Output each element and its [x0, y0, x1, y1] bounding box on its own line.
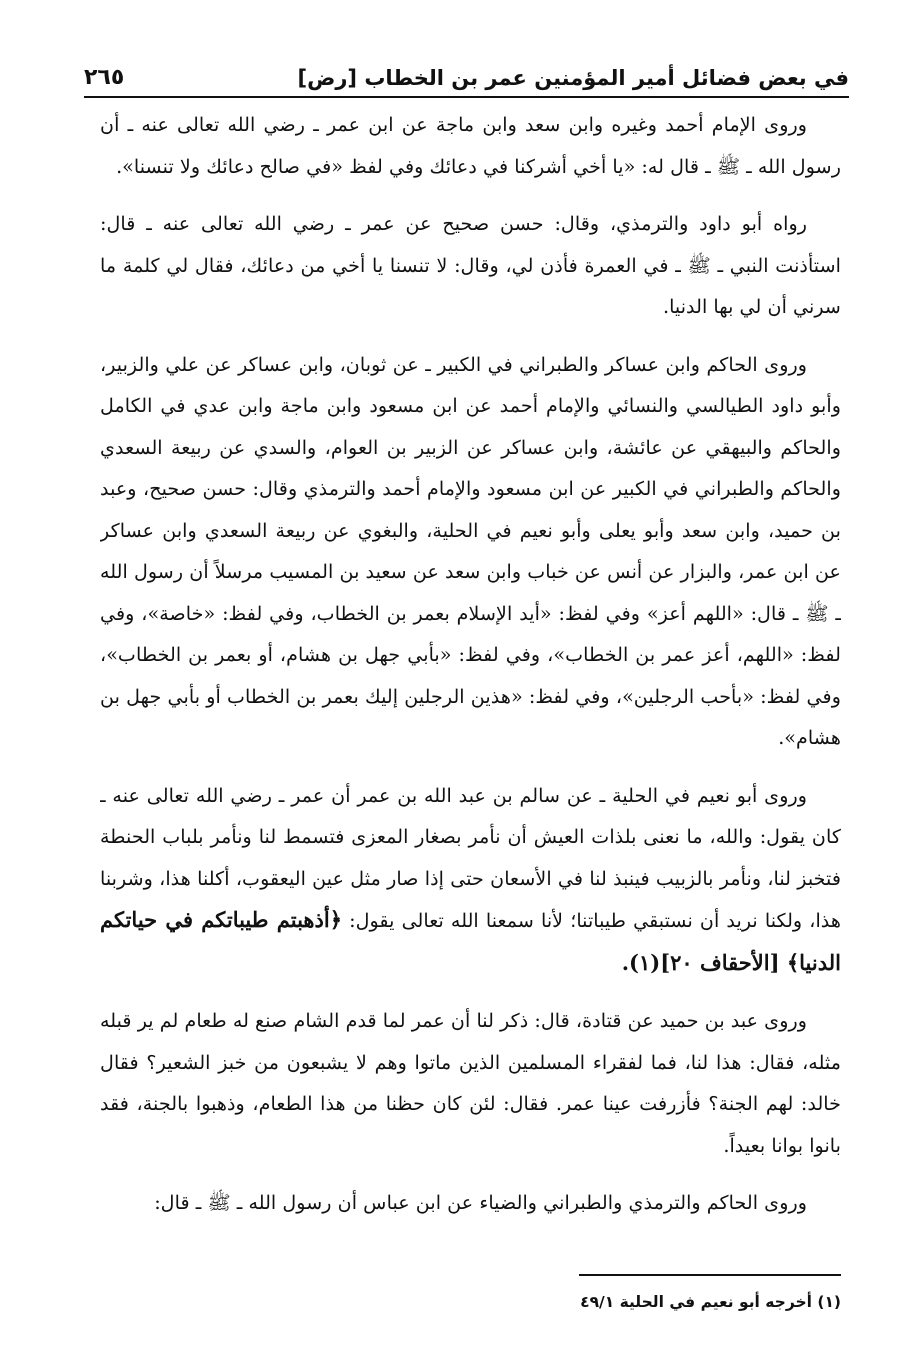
running-title: في بعض فضائل أمير المؤمنين عمر بن الخطاب [رض] — [297, 66, 849, 90]
paragraph-6 — [100, 1182, 841, 1224]
footnote-divider — [579, 1274, 841, 1276]
paragraph-2 — [100, 203, 841, 328]
page-header — [84, 54, 849, 98]
body-text — [100, 104, 841, 1254]
paragraph-text: وروى الحاكم والترمذي والطبراني والضياء عن ابن عباس أن رسول الله ـ ﷺ ـ قال: — [154, 1191, 807, 1214]
paragraph-text: رواه أبو داود والترمذي، وقال: حسن صحيح عن عمر ـ رضي الله تعالى عنه ـ قال: استأذنت النبي ـ ﷺ ـ في العمرة فأذن لي، وقال: لا تنسنا يا أخي من دعائك، فقال لي كلمة ما سرني أن لي بها الدنيا. — [100, 212, 841, 318]
paragraph-text: وروى الإمام أحمد وغيره وابن سعد وابن ماجة عن ابن عمر ـ رضي الله تعالى عنه ـ أن رسول الله ـ ﷺ ـ قال له: «يا أخي أشركنا في دعائك وفي لفظ «في صالح دعائك ولا تنسنا». — [100, 113, 841, 178]
footnote: (١) أخرجه أبو نعيم في الحلية ٤٩/١ — [580, 1293, 841, 1311]
paragraph-text: وروى أبو نعيم في الحلية ـ عن سالم بن عبد الله بن عمر أن عمر ـ رضي الله تعالى عنه ـ كان يقول: والله، ما نعنى بلذات العيش أن نأمر بصغار المعزى فتسمط لنا ونأمر بلباب الحنطة فتخبز لنا، ونأمر بالزبيب فينبذ لنا في الأسعان حتى إذا صار مثل عين اليعقوب، أكلنا هذا، وشربنا هذا، ولكنا نريد أن نستبقي طيباتنا؛ لأنا سمعنا الله تعالى يقول: — [100, 783, 841, 932]
page-number: ٢٦٥ — [84, 65, 125, 90]
paragraph-4 — [100, 775, 841, 985]
quranic-verse: ﴿أذهبتم طيباتكم في حياتكم الدنيا﴾ [الأحقاف ٢٠](١). — [100, 907, 841, 975]
paragraph-text: وروى الحاكم وابن عساكر والطبراني في الكبير ـ عن ثوبان، وابن عساكر عن علي والزبير، وأبو داود الطيالسي والنسائي والإمام أحمد عن ابن مسعود وابن ماجة وابن عدي في الكامل والحاكم والبيهقي عن عائشة، وابن عساكر عن الزبير بن العوام، والسدي عن ربيعة السعدي والحاكم والطبراني في الكبير عن ابن مسعود والإمام أحمد والترمذي وقال: حسن صحيح، وعبد بن حميد، وابن سعد وأبو يعلى وأبو نعيم في الحلية، والبغوي عن ربيعة السعدي وابن عساكر عن ابن عمر، والبزار عن أنس عن خباب وابن سعد عن سعيد بن المسيب مرسلاً أن رسول الله ـ ﷺ ـ قال: «اللهم أعز» وفي لفظ: «أيد الإسلام بعمر بن الخطاب، وفي لفظ: «خاصة»، وفي لفظ: «اللهم، أعز عمر بن الخطاب»، وفي لفظ: «بأبي جهل بن هشام، أو بعمر بن الخطاب»، وفي لفظ: «بأحب الرجلين»، وفي لفظ: «هذين الرجلين إليك بعمر بن الخطاب أو بأبي جهل بن هشام». — [100, 352, 841, 749]
paragraph-1 — [100, 104, 841, 187]
paragraph-text: وروى عبد بن حميد عن قتادة، قال: ذكر لنا أن عمر لما قدم الشام صنع له طعام لم ير قبله مثله، فقال: هذا لنا، فما لفقراء المسلمين الذين ماتوا وهم لا يشبعون من خبز الشعير؟ فقال خالد: لهم الجنة؟ فأزرفت عينا عمر. فقال: لئن كان حظنا من هذا الطعام، وذهبوا بالجنة، فقد بانوا بوانا بعيداً. — [100, 1009, 841, 1157]
paragraph-3 — [100, 344, 841, 759]
paragraph-5 — [100, 1000, 841, 1166]
